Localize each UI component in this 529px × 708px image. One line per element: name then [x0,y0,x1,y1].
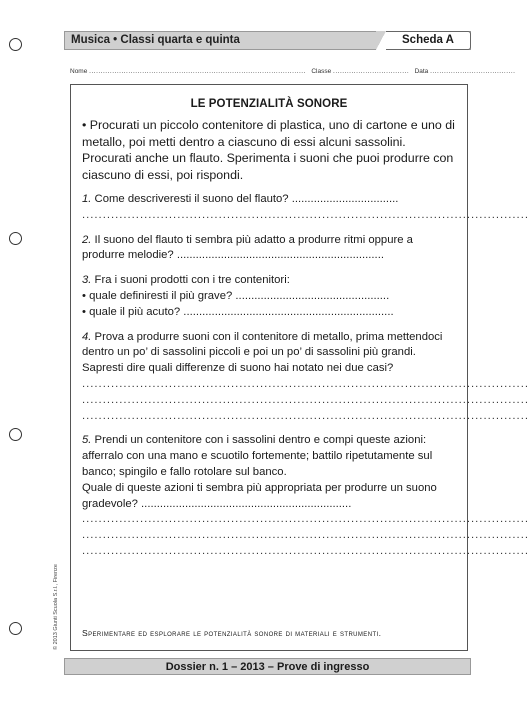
q5-text: Prendi un contenitore con i sassolini dentro e compi queste azioni: afferralo con una mano e scuotilo fortemente; battilo ripetutamente sul banco; spingilo e fallo rotolare sul banco. [82,434,433,478]
answer-line[interactable]: ............................................................................................................ [82,208,529,221]
worksheet-frame [70,84,529,651]
question-1 [82,192,456,208]
answer-line[interactable]: ............................................................................................................ [82,409,529,422]
learning-objective: Sperimentare ed esplorare le potenzialità sonore di materiali e strumenti. [82,628,382,638]
date-label: Data [414,68,429,75]
answer-line[interactable]: ............................................................................................................ [82,544,529,557]
q3-option-grave: • quale definiresti il più grave? ................................................. [82,289,390,302]
q5-question: Quale di queste azioni ti sembra più appropriata per produrre un suono gradevole? ................................................................... [82,481,437,510]
answer-line[interactable]: ............................................................................................................ [82,393,529,406]
student-fields [70,68,515,75]
name-field[interactable]: .............................................................................................. [89,68,306,75]
q1-number: 1. [82,193,92,205]
binder-hole-3 [9,428,22,441]
name-label: Nome [70,68,88,75]
worksheet-title: LE POTENZIALITÀ SONORE [190,98,348,110]
question-2 [82,233,456,265]
answer-line[interactable]: ............................................................................................................ [82,513,529,526]
q1-text: Come descriveresti il suono del flauto? .................................. [91,193,399,205]
intro-text: • Procurati un piccolo contenitore di plastica, uno di cartone e uno di metallo, poi metti dentro a ciascuno di essi alcuni sassolini. Procurati anche un flauto. Sperimenta i suoni che puoi produrre con ciascuno di essi, poi rispondi. [82,118,455,182]
bottom-bar: Dossier n. 1 – 2013 – Prove di ingresso [64,658,471,675]
q3-number: 3. [82,274,92,287]
q4-text: Prova a produrre suoni con il contenitore di metallo, prima mettendoci dentro un po’ di sassolini piccoli e poi un po’ di sassolini più grandi. Sapresti dire quali differenze di suono hai notato nei due casi? [82,330,443,375]
sheet-tab: Scheda A [385,31,471,50]
worksheet-content [82,85,529,560]
q3-option-acuto: • quale il più acuto? ................................................................... [82,305,394,318]
class-label: Classe [311,68,332,75]
binder-hole-1 [9,38,22,51]
question-5 [82,433,456,480]
copyright-note: © 2013 Giunti Scuola S.r.l., Firenze [53,564,59,650]
class-field[interactable]: ................................. [333,68,410,75]
q3-text: Fra i suoni prodotti con i tre contenitori: [91,274,290,287]
answer-line[interactable]: ............................................................................................................ [82,377,529,390]
binder-hole-2 [9,232,22,245]
q2-number: 2. [82,233,92,246]
q4-number: 4. [82,330,92,343]
header-bar [64,31,471,50]
q5-number: 5. [82,434,92,447]
q2-text: Il suono del flauto ti sembra più adatto a produrre ritmi oppure a produrre melodie? .................................................................. [82,233,413,262]
answer-line[interactable]: ............................................................................................................ [82,529,529,542]
subject-label: Musica • Classi quarta e quinta [71,34,240,46]
binder-hole-4 [9,622,22,635]
question-3 [82,273,456,289]
question-4 [82,330,456,377]
date-field[interactable]: ..................................... [430,68,516,75]
